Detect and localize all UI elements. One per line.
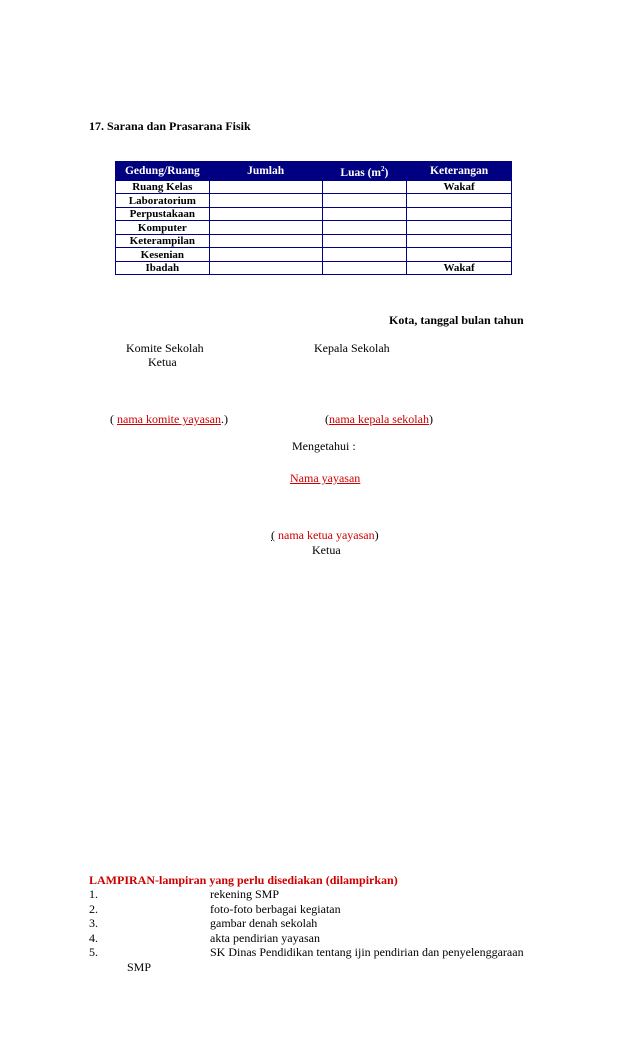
ketua-yayasan-name: nama ketua yayasan (275, 528, 375, 542)
kepala-label: Kepala Sekolah (314, 341, 390, 355)
cell-gedung: Ruang Kelas (116, 180, 210, 194)
kepala-name: nama kepala sekolah (329, 412, 429, 426)
cell-gedung: Laboratorium (116, 194, 210, 208)
cell-luas (322, 194, 407, 208)
header-luas-close: ) (384, 166, 389, 179)
mengetahui-label: Mengetahui : (292, 439, 356, 453)
cell-jumlah (209, 248, 322, 262)
cell-jumlah (209, 234, 322, 248)
attachment-text: foto-foto berbagai kegiatan (210, 902, 341, 916)
ketua-yayasan-open: ( (271, 528, 275, 542)
cell-keterangan: Wakaf (407, 261, 512, 275)
header-luas-sup: 2 (380, 165, 385, 173)
kepala-name-line (325, 412, 433, 427)
komite-role: Ketua (148, 355, 177, 369)
cell-luas (322, 180, 407, 194)
attachment-number: 2. (89, 902, 98, 916)
cell-keterangan (407, 248, 512, 262)
attachment-text: rekening SMP (210, 887, 279, 901)
cell-luas (322, 261, 407, 275)
cell-jumlah (209, 194, 322, 208)
attachment-text: gambar denah sekolah (210, 916, 318, 930)
cell-jumlah (209, 180, 322, 194)
cell-gedung: Ibadah (116, 261, 210, 275)
cell-jumlah (209, 221, 322, 235)
table-row (116, 261, 512, 275)
cell-luas (322, 221, 407, 235)
cell-keterangan (407, 234, 512, 248)
header-keterangan: Keterangan (407, 162, 512, 181)
ketua-yayasan-name-line (271, 528, 379, 543)
table-row (116, 248, 512, 262)
attachment-text: akta pendirian yayasan (210, 931, 320, 945)
komite-name: nama komite yayasan (117, 412, 221, 426)
attachment-continuation: SMP (127, 960, 152, 974)
cell-luas (322, 248, 407, 262)
cell-gedung: Keterampilan (116, 234, 210, 248)
header-jumlah: Jumlah (209, 162, 322, 181)
cell-gedung: Perpustakaan (116, 207, 210, 221)
table-header-row (116, 162, 512, 181)
cell-gedung: Komputer (116, 221, 210, 235)
komite-label: Komite Sekolah (126, 341, 204, 355)
table-row (116, 234, 512, 248)
header-luas-text: Luas (m (340, 166, 381, 179)
komite-name-line (110, 412, 228, 427)
table-row (116, 194, 512, 208)
table-row (116, 207, 512, 221)
cell-jumlah (209, 261, 322, 275)
cell-keterangan (407, 194, 512, 208)
komite-name-open: ( (110, 412, 117, 426)
attachment-number: 5. (89, 945, 98, 959)
date-line: Kota, tanggal bulan tahun (389, 313, 524, 327)
cell-gedung: Kesenian (116, 248, 210, 262)
cell-keterangan (407, 207, 512, 221)
section-title: 17. Sarana dan Prasarana Fisik (89, 119, 251, 133)
header-gedung: Gedung/Ruang (116, 162, 210, 181)
ketua-yayasan-role: Ketua (312, 543, 341, 557)
yayasan-name: Nama yayasan (290, 471, 361, 485)
table-row (116, 221, 512, 235)
kepala-name-close: ) (428, 412, 433, 426)
attachment-text: SK Dinas Pendidikan tentang ijin pendirian dan penyelenggaraan (210, 945, 524, 959)
ketua-yayasan-close: ) (374, 528, 379, 542)
table-row (116, 180, 512, 194)
komite-name-close: .) (220, 412, 228, 426)
attachment-number: 4. (89, 931, 98, 945)
cell-jumlah (209, 207, 322, 221)
attachment-number: 1. (89, 887, 98, 901)
cell-keterangan: Wakaf (407, 180, 512, 194)
facilities-table (115, 161, 512, 275)
cell-luas (322, 234, 407, 248)
cell-keterangan (407, 221, 512, 235)
attachment-number: 3. (89, 916, 98, 930)
attachments-title: LAMPIRAN-lampiran yang perlu disediakan (dilampirkan) (89, 873, 398, 887)
kepala-name-open: ( (325, 412, 329, 426)
cell-luas (322, 207, 407, 221)
header-luas (322, 162, 407, 181)
